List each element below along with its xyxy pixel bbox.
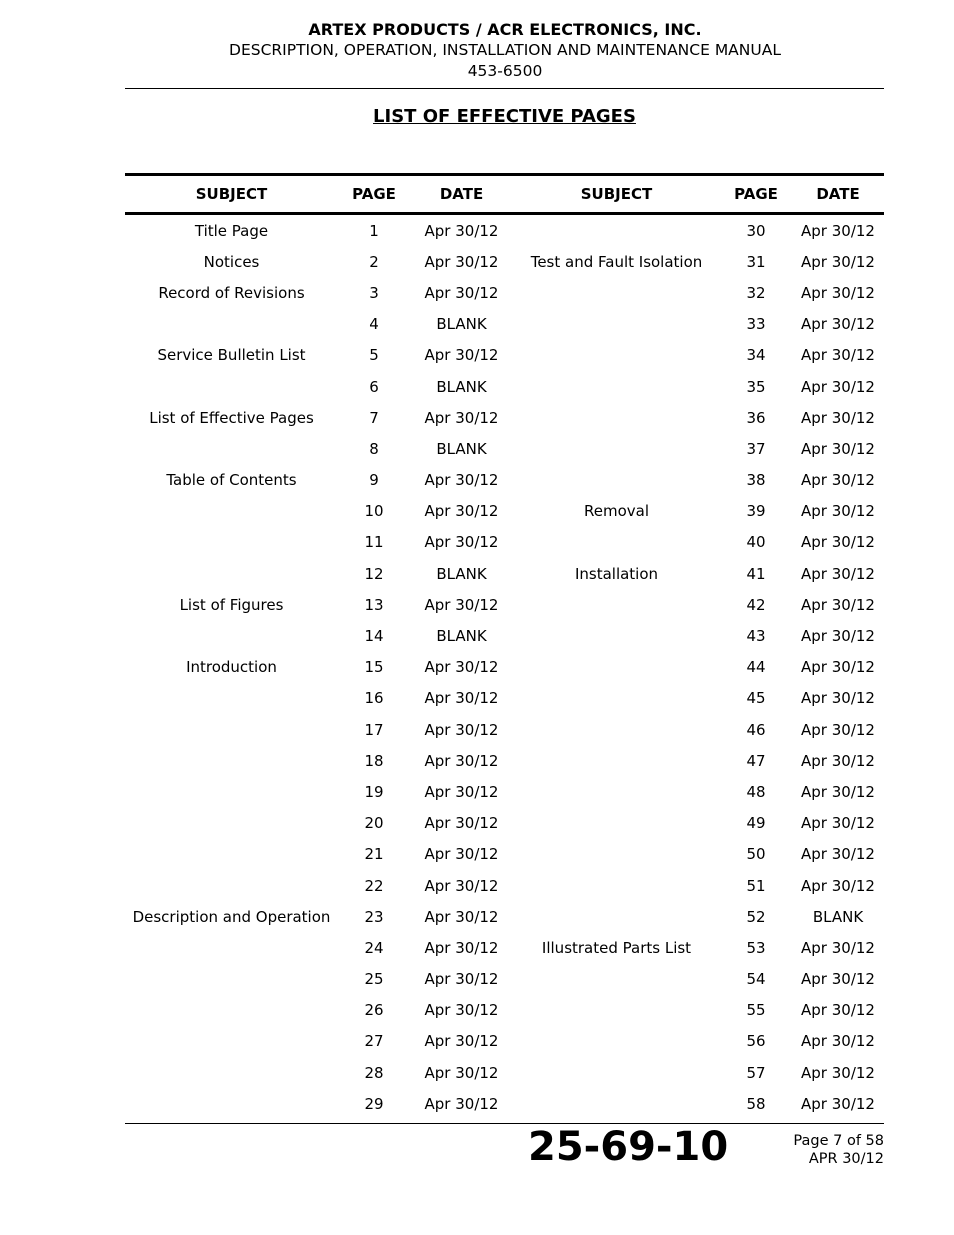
company-name: ARTEX PRODUCTS / ACR ELECTRONICS, INC. <box>308 20 702 39</box>
table-row <box>125 277 884 308</box>
table-cell: Apr 30/12 <box>424 907 499 926</box>
table-cell: 2 <box>369 252 379 271</box>
page-title: LIST OF EFFECTIVE PAGES <box>373 106 636 127</box>
table-cell: Apr 30/12 <box>424 814 499 833</box>
table-body <box>125 214 884 1120</box>
table-cell: 57 <box>746 1063 766 1082</box>
table-cell: Service Bulletin List <box>157 346 306 365</box>
table-row <box>125 932 884 963</box>
table-cell: 36 <box>746 408 766 427</box>
table-cell: Description and Operation <box>132 907 331 926</box>
table-cell: 18 <box>364 751 384 770</box>
table-cell: Apr 30/12 <box>801 876 875 895</box>
table-cell: 48 <box>746 782 766 801</box>
table-row <box>125 870 884 901</box>
table-cell: BLANK <box>436 439 487 458</box>
table-cell <box>513 745 720 776</box>
table-cell: 45 <box>746 689 766 708</box>
table-cell <box>125 683 338 714</box>
table-cell: BLANK <box>812 907 864 926</box>
table-cell: 25 <box>364 970 384 989</box>
table-row <box>125 776 884 807</box>
table-cell: Apr 30/12 <box>424 1001 499 1020</box>
table-cell <box>513 714 720 745</box>
table-cell <box>125 309 338 340</box>
table-cell <box>513 995 720 1026</box>
column-header: PAGE <box>720 175 792 214</box>
table-cell: 32 <box>746 283 766 302</box>
table-row <box>125 745 884 776</box>
table-cell: 55 <box>746 1001 766 1020</box>
table-cell: Apr 30/12 <box>424 408 499 427</box>
table-cell: 40 <box>746 533 766 552</box>
table-cell: Apr 30/12 <box>801 283 875 302</box>
table-cell: 17 <box>364 720 384 739</box>
table-row <box>125 496 884 527</box>
table-cell: 51 <box>746 876 766 895</box>
table-cell: Apr 30/12 <box>801 471 875 490</box>
table-cell: 23 <box>364 907 384 926</box>
table-cell <box>125 496 338 527</box>
table-cell <box>513 527 720 558</box>
table-cell: Removal <box>583 502 649 521</box>
column-header: PAGE <box>338 175 410 214</box>
table-row <box>125 558 884 589</box>
table-cell: Apr 30/12 <box>801 627 875 646</box>
table-cell <box>125 620 338 651</box>
table-cell <box>125 995 338 1026</box>
table-cell: 16 <box>364 689 384 708</box>
table-cell: Apr 30/12 <box>424 1032 499 1051</box>
table-cell: Apr 30/12 <box>801 221 875 240</box>
table-cell: 10 <box>364 502 384 521</box>
table-header-row <box>125 175 884 214</box>
table-cell: 22 <box>364 876 384 895</box>
table-cell: 24 <box>364 938 384 957</box>
table-cell <box>513 277 720 308</box>
table-cell: Apr 30/12 <box>424 533 499 552</box>
table-cell <box>125 745 338 776</box>
table-cell: 28 <box>364 1063 384 1082</box>
table-cell <box>513 433 720 464</box>
table-cell <box>125 1026 338 1057</box>
table-cell: Apr 30/12 <box>424 970 499 989</box>
table-cell: Apr 30/12 <box>801 252 875 271</box>
table-row <box>125 995 884 1026</box>
table-cell: Apr 30/12 <box>801 720 875 739</box>
table-row <box>125 309 884 340</box>
table-row <box>125 1057 884 1088</box>
table-cell: Apr 30/12 <box>801 408 875 427</box>
table-cell: Title Page <box>194 221 269 240</box>
table-row <box>125 1026 884 1057</box>
table-cell <box>125 433 338 464</box>
table-row <box>125 714 884 745</box>
table-cell: List of Figures <box>179 595 284 614</box>
table-cell: List of Effective Pages <box>149 408 314 427</box>
table-cell <box>125 776 338 807</box>
table-cell <box>125 870 338 901</box>
table-row <box>125 620 884 651</box>
table-cell: Apr 30/12 <box>424 221 499 240</box>
table-cell <box>125 371 338 402</box>
table-cell <box>125 1057 338 1088</box>
table-cell <box>513 870 720 901</box>
table-cell <box>513 402 720 433</box>
column-header: SUBJECT <box>125 175 338 214</box>
table-row <box>125 1088 884 1119</box>
table-row <box>125 964 884 995</box>
table-cell: 34 <box>746 346 766 365</box>
table-cell: Apr 30/12 <box>424 595 499 614</box>
table-cell: Installation <box>574 564 659 583</box>
table-row <box>125 901 884 932</box>
table-cell: Notices <box>203 252 260 271</box>
table-cell <box>513 340 720 371</box>
table-cell: 3 <box>369 283 379 302</box>
table-cell <box>513 309 720 340</box>
table-cell: 14 <box>364 627 384 646</box>
table-cell <box>513 214 720 247</box>
table-cell <box>513 652 720 683</box>
table-cell: Introduction <box>186 658 277 677</box>
table-cell: Apr 30/12 <box>801 1094 875 1113</box>
table-cell: 33 <box>746 315 766 334</box>
table-cell <box>513 371 720 402</box>
table-cell <box>125 932 338 963</box>
table-cell: Apr 30/12 <box>801 938 875 957</box>
table-cell <box>513 808 720 839</box>
table-cell: Apr 30/12 <box>801 533 875 552</box>
table-cell: 29 <box>364 1094 384 1113</box>
table-cell <box>513 1088 720 1119</box>
table-cell <box>513 683 720 714</box>
table-cell: 30 <box>746 221 766 240</box>
table-cell: Apr 30/12 <box>424 283 499 302</box>
table-cell <box>125 1088 338 1119</box>
table-cell <box>513 839 720 870</box>
table-cell: 21 <box>364 845 384 864</box>
table-cell: 13 <box>364 595 384 614</box>
table-cell: Apr 30/12 <box>424 938 499 957</box>
table-cell: 12 <box>364 564 384 583</box>
table-row <box>125 683 884 714</box>
column-header: DATE <box>410 175 513 214</box>
table-cell <box>513 1057 720 1088</box>
manual-title: DESCRIPTION, OPERATION, INSTALLATION AND MAINTENANCE MANUAL <box>229 41 781 59</box>
header-divider <box>125 88 884 89</box>
table-cell <box>125 714 338 745</box>
table-cell: 19 <box>364 782 384 801</box>
table-cell: BLANK <box>436 564 487 583</box>
table-cell: 56 <box>746 1032 766 1051</box>
table-cell: 38 <box>746 471 766 490</box>
table-cell: Apr 30/12 <box>424 252 499 271</box>
table-cell: Record of Revisions <box>158 283 305 302</box>
table-cell: Apr 30/12 <box>801 377 875 396</box>
table-row <box>125 589 884 620</box>
table-cell <box>513 1026 720 1057</box>
table-cell: 44 <box>746 658 766 677</box>
table-cell <box>513 901 720 932</box>
table-cell: Apr 30/12 <box>424 782 499 801</box>
table-cell: 35 <box>746 377 766 396</box>
revision-date: APR 30/12 <box>808 1151 884 1167</box>
table-cell <box>513 776 720 807</box>
table-cell: 52 <box>746 907 766 926</box>
table-cell: 50 <box>746 845 766 864</box>
table-cell <box>125 808 338 839</box>
table-row <box>125 465 884 496</box>
table-cell <box>125 527 338 558</box>
table-cell: 58 <box>746 1094 766 1113</box>
table-cell <box>513 589 720 620</box>
table-cell: 7 <box>369 408 379 427</box>
table-row <box>125 839 884 870</box>
column-header: DATE <box>792 175 884 214</box>
table-cell: BLANK <box>436 377 487 396</box>
manual-number: 453-6500 <box>467 62 543 80</box>
table-cell: 9 <box>369 471 379 490</box>
table-cell: 54 <box>746 970 766 989</box>
table-cell <box>125 964 338 995</box>
footer-divider <box>125 1123 884 1124</box>
table-cell: Apr 30/12 <box>424 876 499 895</box>
table-cell: 11 <box>364 533 384 552</box>
document-header <box>0 19 954 82</box>
table-row <box>125 808 884 839</box>
table-cell: 46 <box>746 720 766 739</box>
page-info <box>793 1132 884 1168</box>
table-cell: Apr 30/12 <box>424 689 499 708</box>
table-cell: Apr 30/12 <box>801 814 875 833</box>
table-cell: Illustrated Parts List <box>541 938 692 957</box>
table-row <box>125 246 884 277</box>
table-cell: Apr 30/12 <box>801 346 875 365</box>
table-cell: Apr 30/12 <box>801 689 875 708</box>
table-cell: 42 <box>746 595 766 614</box>
table-cell: 37 <box>746 439 766 458</box>
table-row <box>125 214 884 247</box>
table-row <box>125 527 884 558</box>
table-cell: Apr 30/12 <box>424 751 499 770</box>
column-header: SUBJECT <box>513 175 720 214</box>
table-cell: Apr 30/12 <box>424 502 499 521</box>
table-cell: 15 <box>364 658 384 677</box>
table-cell: Apr 30/12 <box>424 471 499 490</box>
table-cell: Table of Contents <box>166 471 297 490</box>
table-row <box>125 340 884 371</box>
table-cell: Apr 30/12 <box>801 439 875 458</box>
table-cell: 43 <box>746 627 766 646</box>
table-cell: BLANK <box>436 627 487 646</box>
effective-pages-table-container <box>125 173 884 1119</box>
table-cell <box>125 839 338 870</box>
table-row <box>125 652 884 683</box>
table-cell: Apr 30/12 <box>801 845 875 864</box>
table-cell: 8 <box>369 439 379 458</box>
table-cell <box>125 558 338 589</box>
table-cell: 27 <box>364 1032 384 1051</box>
table-cell: Apr 30/12 <box>424 658 499 677</box>
table-row <box>125 402 884 433</box>
table-cell: Apr 30/12 <box>801 1063 875 1082</box>
table-cell: 20 <box>364 814 384 833</box>
table-cell: 41 <box>746 564 766 583</box>
table-cell: Apr 30/12 <box>424 1063 499 1082</box>
table-cell: Test and Fault Isolation <box>530 252 703 271</box>
table-cell: 49 <box>746 814 766 833</box>
table-cell: 53 <box>746 938 766 957</box>
table-cell <box>513 465 720 496</box>
table-cell: 6 <box>369 377 379 396</box>
table-cell: Apr 30/12 <box>801 970 875 989</box>
table-cell: Apr 30/12 <box>801 1032 875 1051</box>
table-cell: Apr 30/12 <box>801 751 875 770</box>
table-row <box>125 371 884 402</box>
table-cell: Apr 30/12 <box>424 346 499 365</box>
table-cell: Apr 30/12 <box>801 315 875 334</box>
table-cell: 31 <box>746 252 766 271</box>
table-cell: BLANK <box>436 315 487 334</box>
table-cell: 39 <box>746 502 766 521</box>
table-cell: 47 <box>746 751 766 770</box>
table-cell: Apr 30/12 <box>424 1094 499 1113</box>
page-number: Page 7 of 58 <box>793 1133 884 1149</box>
table-cell: 1 <box>369 221 379 240</box>
table-cell: Apr 30/12 <box>801 1001 875 1020</box>
document-number: 25-69-10 <box>528 1124 729 1170</box>
table-cell: 26 <box>364 1001 384 1020</box>
table-cell <box>513 620 720 651</box>
table-cell: Apr 30/12 <box>801 658 875 677</box>
table-cell: Apr 30/12 <box>424 845 499 864</box>
table-cell: Apr 30/12 <box>424 720 499 739</box>
table-cell: 5 <box>369 346 379 365</box>
table-cell: 4 <box>369 315 379 334</box>
effective-pages-table <box>125 173 884 1119</box>
table-cell <box>513 964 720 995</box>
table-cell: Apr 30/12 <box>801 782 875 801</box>
table-cell: Apr 30/12 <box>801 595 875 614</box>
table-cell: Apr 30/12 <box>801 502 875 521</box>
table-cell: Apr 30/12 <box>801 564 875 583</box>
table-row <box>125 433 884 464</box>
